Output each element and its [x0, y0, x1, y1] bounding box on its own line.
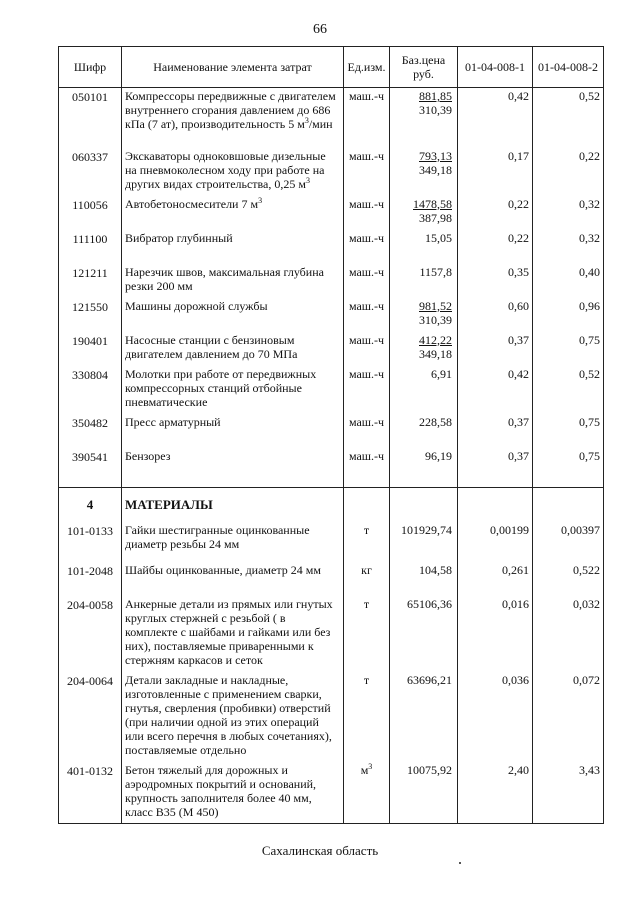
row-value-1: 0,261: [458, 562, 533, 596]
row-value-2: 0,032: [533, 596, 604, 672]
section-number: 4: [59, 488, 122, 522]
row-unit: т: [344, 672, 390, 762]
header-unit: Ед.изм.: [344, 47, 390, 88]
row-value-1: 0,37: [458, 332, 533, 366]
row-name: Экскаваторы одноковшовые дизельные на пневмоколесном ходу при работе на других видах строительства, 0,25 $м^3$: [122, 148, 344, 196]
table-row: [59, 298, 604, 332]
row-value-2: 0,75: [533, 414, 604, 448]
row-name: Автобетоносмесители 7 $м^3$: [122, 196, 344, 230]
row-code: 060337: [59, 148, 122, 196]
row-value-2: 0,22: [533, 148, 604, 196]
table-row: [59, 562, 604, 596]
row-name: Нарезчик швов, максимальная глубина резки 200 мм: [122, 264, 344, 298]
row-unit: маш.-ч: [344, 366, 390, 414]
row-price: 96,19: [390, 448, 458, 488]
row-value-2: 0,072: [533, 672, 604, 762]
row-value-2: 3,43: [533, 762, 604, 824]
row-name: Шайбы оцинкованные, диаметр 24 мм: [122, 562, 344, 596]
table-row: [59, 332, 604, 366]
row-price: 10075,92: [390, 762, 458, 824]
row-code: 330804: [59, 366, 122, 414]
header-name: Наименование элемента затрат: [122, 47, 344, 88]
table-row: [59, 762, 604, 824]
scan-dot: [459, 862, 461, 864]
row-code: 401-0132: [59, 762, 122, 824]
row-value-2: 0,52: [533, 88, 604, 148]
row-value-2: 0,75: [533, 448, 604, 488]
table-row: [59, 448, 604, 488]
row-unit: кг: [344, 562, 390, 596]
row-price: 15,05: [390, 230, 458, 264]
row-unit: маш.-ч: [344, 148, 390, 196]
section-title: МАТЕРИАЛЫ: [122, 488, 344, 522]
table-row: [59, 672, 604, 762]
row-price: 104,58: [390, 562, 458, 596]
table-row: [59, 366, 604, 414]
row-name: Анкерные детали из прямых или гнутых круглых стержней с резьбой ( в комплекте с шайбами и гайками или без них), поставляемые приваренными к стержням каркасов и сеток: [122, 596, 344, 672]
row-name: Гайки шестигранные оцинкованные диаметр резьбы 24 мм: [122, 522, 344, 562]
row-value-1: 0,37: [458, 414, 533, 448]
row-code: 390541: [59, 448, 122, 488]
row-unit: $м^3$: [344, 762, 390, 824]
row-price: 65106,36: [390, 596, 458, 672]
table-row: [59, 196, 604, 230]
row-value-1: 0,60: [458, 298, 533, 332]
row-value-2: 0,522: [533, 562, 604, 596]
row-value-2: 0,32: [533, 230, 604, 264]
row-code: 101-0133: [59, 522, 122, 562]
header-col1: 01-04-008-1: [458, 47, 533, 88]
cost-table: [58, 46, 604, 824]
header-col2: 01-04-008-2: [533, 47, 604, 88]
row-code: 204-0058: [59, 596, 122, 672]
row-value-1: 0,016: [458, 596, 533, 672]
row-value-2: 0,75: [533, 332, 604, 366]
footer-region: Сахалинская область: [261, 843, 379, 858]
row-unit: т: [344, 596, 390, 672]
row-name: Насосные станции с бензиновым двигателем давлением до 70 МПа: [122, 332, 344, 366]
row-unit: т: [344, 522, 390, 562]
table-row: [59, 148, 604, 196]
row-price: 412,22 349,18: [390, 332, 458, 366]
row-unit: маш.-ч: [344, 298, 390, 332]
row-unit: маш.-ч: [344, 448, 390, 488]
header-price: Баз.цена руб.: [390, 47, 458, 88]
row-price: 1478,58 387,98: [390, 196, 458, 230]
row-value-1: 0,35: [458, 264, 533, 298]
row-code: 121550: [59, 298, 122, 332]
row-value-1: 0,37: [458, 448, 533, 488]
row-price: 6,91: [390, 366, 458, 414]
row-name: Молотки при работе от передвижных компрессорных станций отбойные пневматические: [122, 366, 344, 414]
row-price: 1157,8: [390, 264, 458, 298]
row-code: 121211: [59, 264, 122, 298]
row-name: Бетон тяжелый для дорожных и аэродромных покрытий и оснований, крупность заполнителя более 40 мм, класс В35 (М 450): [122, 762, 344, 824]
row-value-1: 0,22: [458, 196, 533, 230]
row-unit: маш.-ч: [344, 230, 390, 264]
row-value-1: 0,00199: [458, 522, 533, 562]
row-unit: маш.-ч: [344, 196, 390, 230]
row-code: 050101: [59, 88, 122, 148]
table-row: [59, 522, 604, 562]
table-row: [59, 88, 604, 148]
row-code: 111100: [59, 230, 122, 264]
table-header-row: [59, 47, 604, 88]
row-value-2: 0,00397: [533, 522, 604, 562]
header-code: Шифр: [59, 47, 122, 88]
row-price: 63696,21: [390, 672, 458, 762]
row-price: 793,13 349,18: [390, 148, 458, 196]
row-unit: маш.-ч: [344, 88, 390, 148]
row-name: Бензорез: [122, 448, 344, 488]
row-value-2: 0,32: [533, 196, 604, 230]
row-name: Детали закладные и накладные, изготовленные с применением сварки, гнутья, сверления (пробивки) отверстий (при наличии одной из этих операций или всего перечня в любых сочетаниях), поставляемые отдельно: [122, 672, 344, 762]
row-value-2: 0,96: [533, 298, 604, 332]
row-code: 204-0064: [59, 672, 122, 762]
row-value-1: 0,42: [458, 88, 533, 148]
row-price: 981,52 310,39: [390, 298, 458, 332]
row-value-1: 0,22: [458, 230, 533, 264]
row-code: 350482: [59, 414, 122, 448]
table-row: [59, 230, 604, 264]
row-price: 228,58: [390, 414, 458, 448]
table-row: [59, 414, 604, 448]
row-value-1: 2,40: [458, 762, 533, 824]
row-code: 190401: [59, 332, 122, 366]
row-value-2: 0,40: [533, 264, 604, 298]
row-code: 101-2048: [59, 562, 122, 596]
row-name: Машины дорожной службы: [122, 298, 344, 332]
row-price: 101929,74: [390, 522, 458, 562]
table-row: [59, 264, 604, 298]
row-name: Компрессоры передвижные с двигателем внутреннего сгорания давлением до 686 кПа (7 ат), производительность 5 $м^3$/мин: [122, 88, 344, 148]
row-unit: маш.-ч: [344, 414, 390, 448]
row-price: 881,85 310,39: [390, 88, 458, 148]
row-value-2: 0,52: [533, 366, 604, 414]
row-name: Вибратор глубинный: [122, 230, 344, 264]
page-number: 66: [313, 22, 327, 37]
row-value-1: 0,036: [458, 672, 533, 762]
row-unit: маш.-ч: [344, 264, 390, 298]
row-value-1: 0,42: [458, 366, 533, 414]
row-code: 110056: [59, 196, 122, 230]
row-unit: маш.-ч: [344, 332, 390, 366]
section-row: [59, 488, 604, 522]
table-row: [59, 596, 604, 672]
row-name: Пресс арматурный: [122, 414, 344, 448]
row-value-1: 0,17: [458, 148, 533, 196]
